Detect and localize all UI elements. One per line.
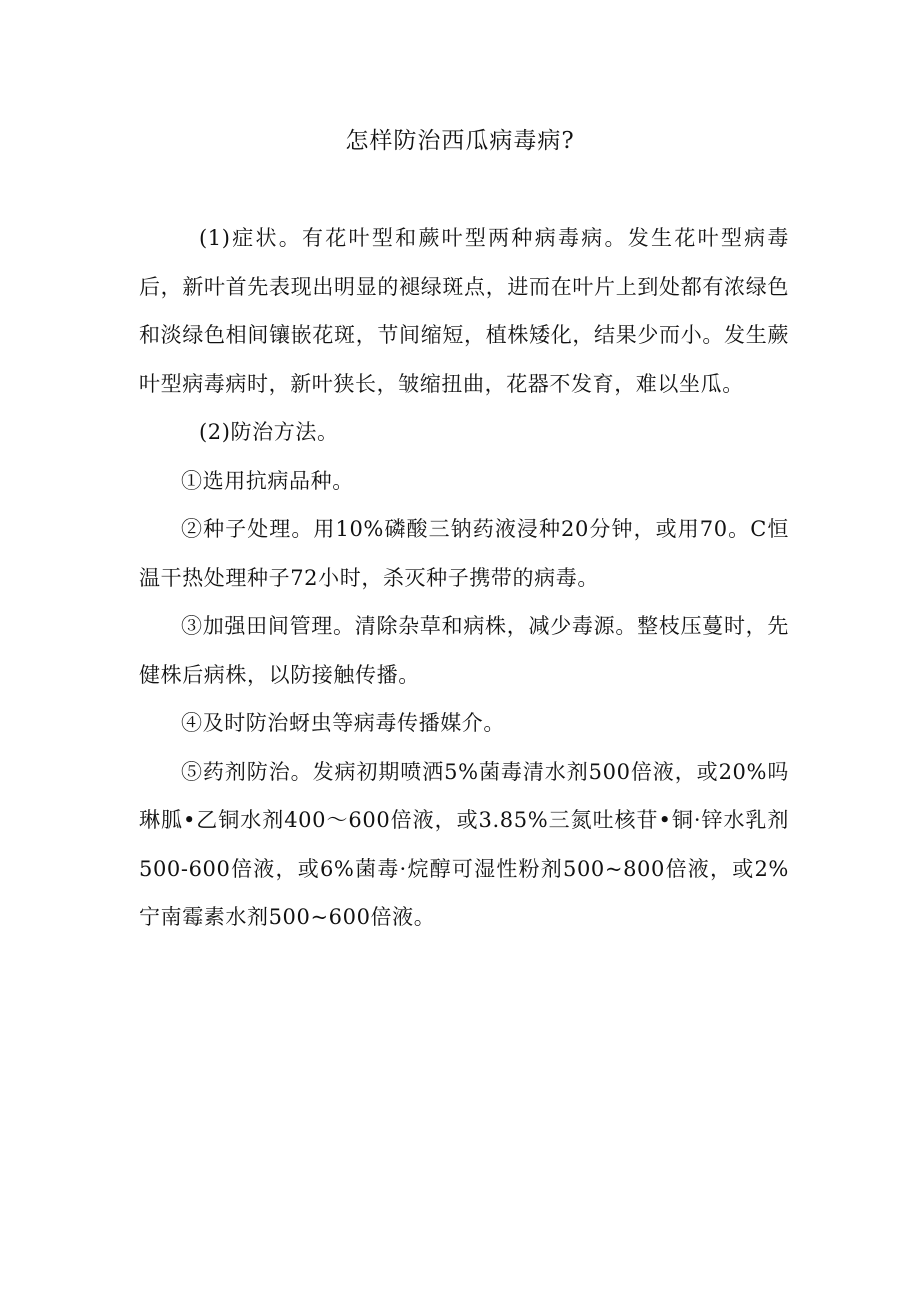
paragraph-field-management: ③加强田间管理。清除杂草和病株，减少毒源。整枝压蔓时，先健株后病株，以防接触传播。 bbox=[139, 614, 789, 687]
paragraph-chemical-control: ⑤药剂防治。发病初期喷洒5%菌毒清水剂500倍液，或20%吗琳胍•乙铜水剂400～600倍液，或3.85%三氮吐核苷•铜·锌水乳剂500-600倍液，或6%菌毒·烷醇可湿性粉剂500~800倍液，或2%宁南霉素水剂500~600倍液。 bbox=[139, 759, 789, 929]
paragraph-resistant-variety: ①选用抗病品种。 bbox=[181, 468, 354, 493]
paragraph-seed-treatment: ②种子处理。用10%磷酸三钠药液浸种20分钟，或用70。C恒温干热处理种子72小时，杀灭种子携带的病毒。 bbox=[139, 517, 789, 590]
paragraph-control-methods: (2)防治方法。 bbox=[199, 420, 339, 444]
paragraph-aphid-control: ④及时防治蚜虫等病毒传播媒介。 bbox=[181, 711, 505, 735]
document-body bbox=[139, 214, 789, 942]
paragraph-symptoms: (1)症状。有花叶型和蕨叶型两种病毒病。发生花叶型病毒后，新叶首先表现出明显的褪绿斑点，进而在叶片上到处都有浓绿色和淡绿色相间镶嵌花斑，节间缩短，植株矮化，结果少而小。发生蕨叶型病毒病时，新叶狭长，皱缩扭曲，花器不发育，难以坐瓜。 bbox=[139, 226, 789, 396]
document-title: 怎样防治西瓜病毒病? bbox=[345, 128, 575, 154]
